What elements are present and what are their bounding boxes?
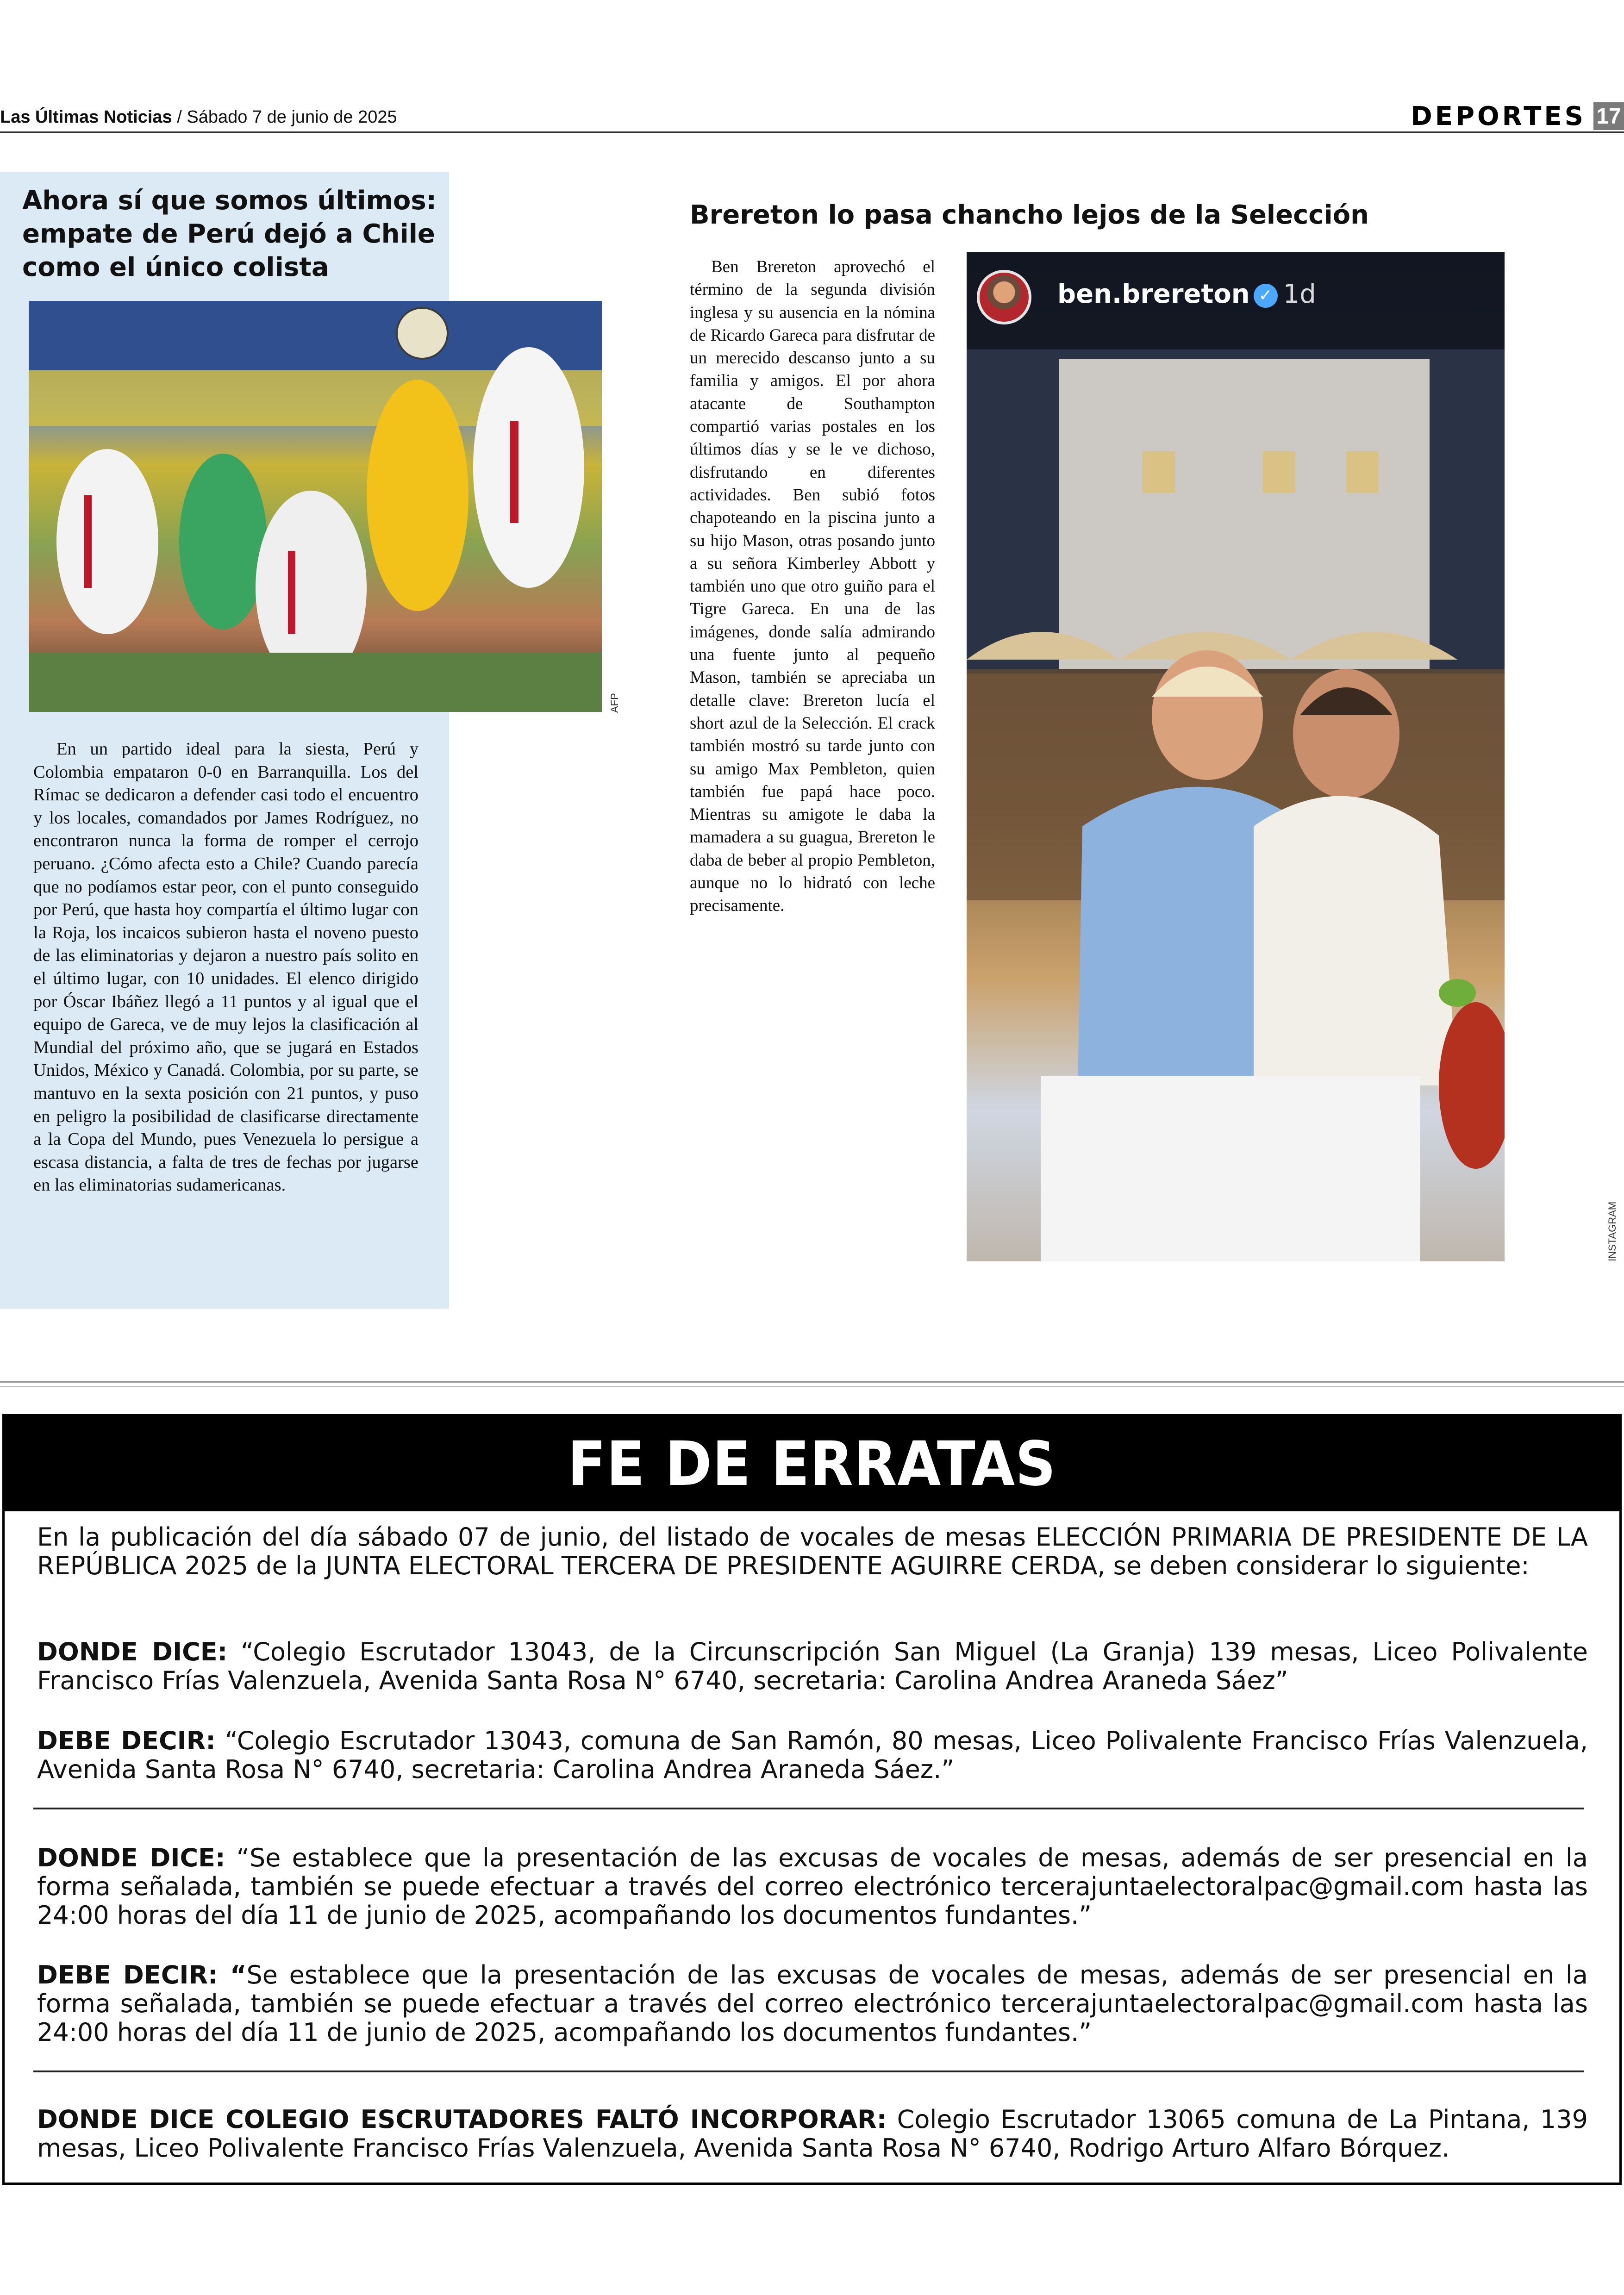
item-text: “Se establece que la presentación de las excusas de vocales de mesas, además de ser presencial en la forma señalada, también se puede efectuar a través del correo electrónico tercerajuntaelectoralpac@gmail.com hasta las 24:00 horas del día 11 de junio de 2025, acompañando los documentos fundantes.” bbox=[37, 1843, 1588, 1930]
item-label: DEBE DECIR: bbox=[37, 1726, 216, 1755]
item-label: DONDE DICE COLEGIO ESCRUTADORES FALTÓ INCORPORAR: bbox=[37, 2105, 887, 2134]
section-divider-thin bbox=[0, 1386, 1624, 1387]
instagram-username bbox=[1057, 279, 1316, 309]
left-photo-credit: AFP bbox=[609, 693, 620, 713]
right-article-photo bbox=[967, 252, 1505, 1261]
item-text: “Colegio Escrutador 13043, de la Circunscripción San Miguel (La Granja) 139 mesas, Liceo Polivalente Francisco Frías Valenzuela, Avenida Santa Rosa N° 6740, secretaria: Carolina Andrea Araneda Sáez” bbox=[37, 1637, 1588, 1695]
right-photo-credit: INSTAGRAM bbox=[1606, 1201, 1618, 1261]
erratas-header bbox=[5, 1416, 1619, 1511]
verified-check-icon: ✓ bbox=[1254, 284, 1278, 308]
terrace-scene-illustration bbox=[967, 252, 1505, 1261]
erratas-rule-2 bbox=[33, 2070, 1584, 2072]
erratas-item-donde-dice-1 bbox=[37, 1638, 1588, 1695]
item-label: DEBE DECIR: “ bbox=[37, 1960, 247, 1989]
erratas-item-debe-decir-2 bbox=[37, 1961, 1588, 2047]
right-article-body: Ben Brereton aprovechó el término de la segunda división inglesa y su ausencia en la nómina de Ricardo Gareca para disfrutar de un merecido descanso junto a su familia y amigos. El por ahora atacante de Southampton compartió varias postales en los últimos días y se le ve dichoso, disfrutando en diferentes actividades. Ben subió fotos chapoteando en la piscina junto a su hijo Mason, otras posando junto a su señora Kimberley Abbott y también uno que otro guiño para el Tigre Gareca. En una de las imágenes, donde salía admirando una fuente junto al pequeño Mason, también se apreciaba un detalle clave: Brereton lucía el short azul de la Selección. El crack también mostró su tarde junto con su amigo Max Pembleton, quien también fue papá hace poco. Mientras su amigote le daba la mamadera a su guagua, Brereton le daba de beber al propio Pembleton, aunque no lo hidrató con leche precisamente. bbox=[690, 257, 935, 916]
instagram-header bbox=[967, 252, 1505, 349]
instagram-handle: ben.brereton bbox=[1057, 279, 1250, 309]
section-divider bbox=[0, 1381, 1624, 1383]
left-article-headline: Ahora sí que somos últimos: empate de Perú dejó a Chile como el único colista bbox=[22, 186, 437, 282]
header-rule bbox=[0, 131, 1624, 133]
page-header-left bbox=[0, 107, 397, 127]
item-label: DONDE DICE: bbox=[37, 1843, 225, 1872]
avatar bbox=[977, 270, 1031, 324]
erratas-intro: En la publicación del día sábado 07 de junio, del listado de vocales de mesas ELECCIÓN PRIMARIA DE PRESIDENTE DE LA REPÚBLICA 2025 de la JUNTA ELECTORAL TERCERA DE PRESIDENTE AGUIRRE CERDA, se deben considerar lo siguiente: bbox=[37, 1522, 1588, 1580]
football-match-illustration bbox=[29, 301, 602, 712]
erratas-title: FE DE ERRATAS bbox=[568, 1428, 1056, 1500]
item-text: Colegio Escrutador 13065 comuna de La Pintana, 139 mesas, Liceo Polivalente Francisco Frías Valenzuela, Avenida Santa Rosa N° 6740, Rodrigo Arturo Alfaro Bórquez. bbox=[37, 2105, 1588, 2163]
issue-date: / Sábado 7 de junio de 2025 bbox=[172, 107, 397, 127]
item-text: Se establece que la presentación de las excusas de vocales de mesas, además de ser presencial en la forma señalada, también se puede efectuar a través del correo electrónico tercerajuntaelectoralpac@gmail.com hasta las 24:00 horas del día 11 de junio de 2025, acompañando los documentos fundantes.” bbox=[37, 1960, 1588, 2047]
page-number: 17 bbox=[1593, 102, 1624, 130]
item-text: “Colegio Escrutador 13043, comuna de San Ramón, 80 mesas, Liceo Polivalente Francisco Frías Valenzuela, Avenida Santa Rosa N° 6740, secretaria: Carolina Andrea Araneda Sáez.” bbox=[37, 1726, 1588, 1784]
section-name: DEPORTES bbox=[1411, 101, 1586, 131]
erratas-rule-1 bbox=[33, 1808, 1584, 1809]
erratas-item-donde-dice-2 bbox=[37, 1844, 1588, 1930]
erratas-item-falto-incorporar bbox=[37, 2105, 1588, 2163]
left-article-body: En un partido ideal para la siesta, Perú y Colombia empataron 0-0 en Barranquilla. Los del Rímac se dedicaron a defender casi todo el encuentro y los locales, comandados por James Rodríguez, no encontraron nunca la forma de romper el cerrojo peruano. ¿Cómo afecta esto a Chile? Cuando parecía que no podíamos estar peor, con el punto conseguido por Perú, que hasta hoy compartía el último lugar con la Roja, los incaicos subieron hasta el noveno puesto de las eliminatorias y dejaron a nuestro país solito en el último lugar, con 10 unidades. El elenco dirigido por Óscar Ibáñez llegó a 11 puntos y al igual que el equipo de Gareca, ve de muy lejos la clasificación al Mundial del próximo año, que se jugará en Estados Unidos, México y Canadá. Colombia, por su parte, se mantuvo en la sexta posición con 21 puntos, y puso en peligro la posibilidad de clasificarse directamente a la Copa del Mundo, pues Venezuela lo persigue a escasa distancia, a falta de tres de fechas por jugarse en las eliminatorias sudamericanas. bbox=[33, 739, 418, 1195]
page-header-right bbox=[1411, 102, 1624, 131]
post-age: 1d bbox=[1283, 279, 1316, 309]
item-label: DONDE DICE: bbox=[37, 1637, 228, 1666]
newspaper-name: Las Últimas Noticias bbox=[0, 107, 172, 127]
right-article-headline: Brereton lo pasa chancho lejos de la Selección bbox=[690, 200, 1369, 230]
left-article-photo bbox=[29, 301, 602, 712]
erratas-item-debe-decir-1 bbox=[37, 1727, 1588, 1784]
